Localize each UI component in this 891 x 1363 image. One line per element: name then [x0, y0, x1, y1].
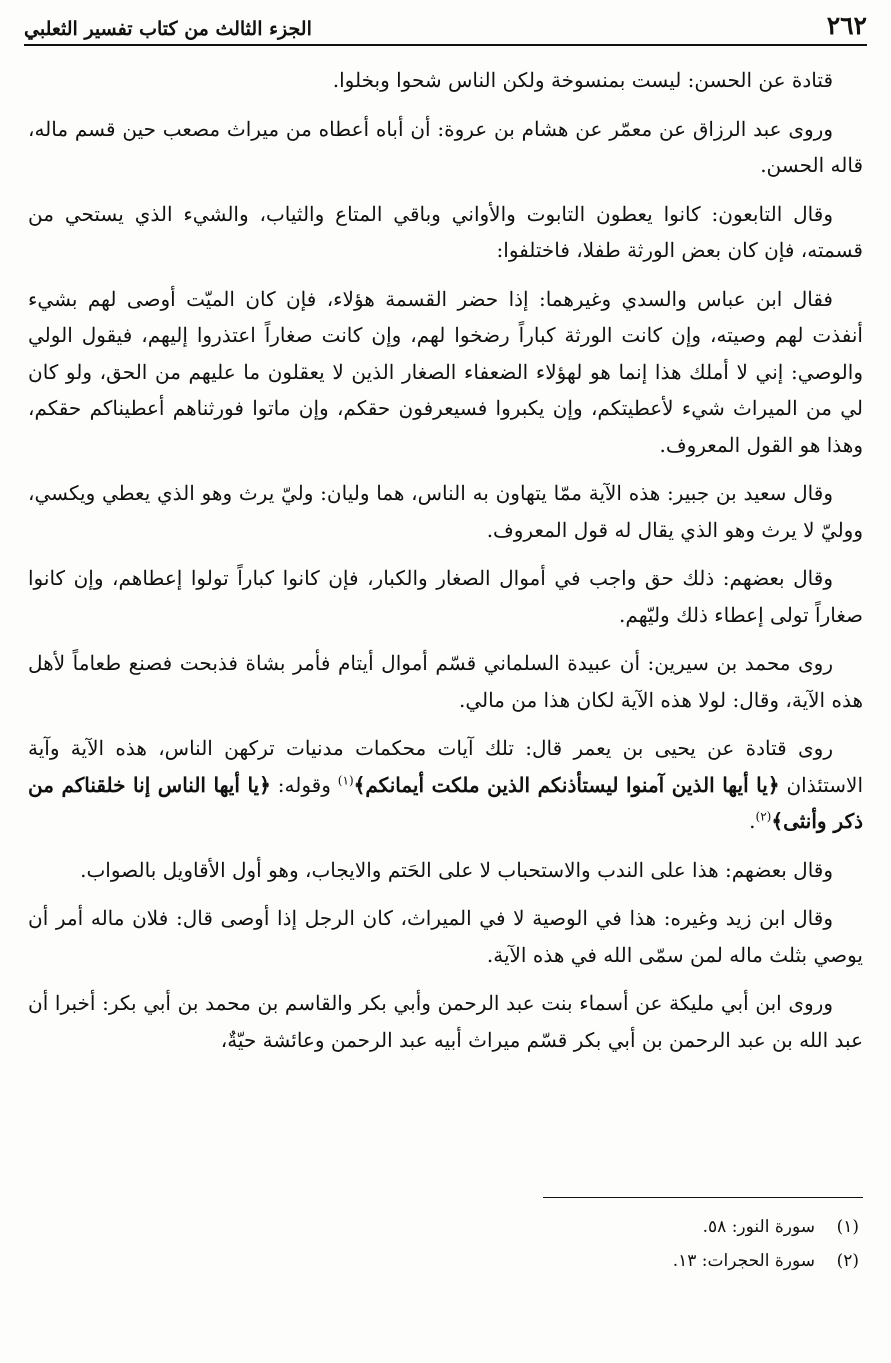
quran-verse: ﴿يا أيها الذين آمنوا ليستأذنكم الذين ملكت أيمانكم﴾ — [353, 772, 780, 797]
body-text — [28, 62, 863, 1070]
footnote — [28, 1210, 859, 1244]
page-number: ٢٦٢ — [826, 11, 867, 40]
paragraph: قتادة عن الحسن: ليست بمنسوخة ولكن الناس شحوا وبخلوا. — [332, 68, 833, 92]
footnote-ref: (٢) — [755, 809, 772, 824]
paragraph: وقال بعضهم: هذا على الندب والاستحباب لا على الحَتم والايجاب، وهو أول الأقاويل بالصواب. — [80, 857, 833, 882]
paragraph: وروى عبد الرزاق عن معمّر عن هشام بن عروة: أن أباه أعطاه من ميراث مصعب حين قسم ماله، قاله الحسن. — [28, 116, 863, 177]
period: . — [749, 809, 756, 833]
quran-verse: ﴿يا أيها الناس إنا خلقناكم من ذكر وأنثى﴾ — [28, 772, 863, 833]
footnotes — [28, 1210, 859, 1278]
paragraph: وقال التابعون: كانوا يعطون التابوت والأواني وباقي المتاع والثياب، والشيء الذي يستحي من قسمته، فإن كان بعض الورثة طفلا، فاختلفوا: — [28, 201, 863, 262]
footnote-number: (١) — [836, 1217, 859, 1237]
footnote-number: (٢) — [836, 1251, 859, 1271]
paragraph: وقال سعيد بن جبير: هذه الآية ممّا يتهاون به الناس، هما وليان: وليّ يرث وهو الذي يعطي ويكسي، ووليّ لا يرث وهو الذي يقال له قول المعروف. — [28, 481, 863, 542]
paragraph: وقال ابن زيد وغيره: هذا في الوصية لا في الميراث، كان الرجل إذا أوصى قال: فلان ماله أمر أن يوصي بثلث ماله لمن سمّى الله في هذه الآية. — [28, 906, 863, 967]
footnote-text: سورة النور: ٥٨. — [702, 1217, 815, 1237]
footnote-ref: (١) — [337, 772, 354, 787]
footnote-text: سورة الحجرات: ١٣. — [672, 1251, 815, 1271]
paragraph: فقال ابن عباس والسدي وغيرهما: إذا حضر القسمة هؤلاء، فإن كان الميّت أوصى لهم بشيء أنفذت لهم وصيته، وإن كانت الورثة كباراً رضخوا لهم، وإن كانت صغاراً اعتذروا إليهم، فيقول الولي والوصي: إني لا أملك هذا إنما هو لهؤلاء الضعفاء الصغار الذين لا يعقلون ما عليهم من الحق، ولو كان لي من الميراث شيء لأعطيتكم، وإن يكبروا فسيعرفون حقكم، وإن ماتوا فورثناهم أعطيناكم حقكم، وهذا هو القول المعروف. — [28, 286, 863, 457]
paragraph: وروى ابن أبي مليكة عن أسماء بنت عبد الرحمن وأبي بكر والقاسم بن محمد بن أبي بكر: أخبرا أن عبد الله بن عبد الرحمن بن أبي بكر قسّم ميراث أبيه عبد الرحمن وعائشة حيّةٌ، — [28, 991, 863, 1052]
quran-paragraph — [28, 730, 863, 840]
running-header — [24, 6, 867, 46]
book-title: الجزء الثالث من كتاب تفسير الثعلبي — [24, 18, 312, 40]
connector-text: وقوله: — [277, 772, 331, 797]
paragraph: وقال بعضهم: ذلك حق واجب في أموال الصغار والكبار، فإن كانوا كباراً تولوا إعطاهم، وإن كانوا صغاراً تولى إعطاء ذلك وليّهم. — [28, 566, 863, 627]
paragraph-lead: روى قتادة عن يحيى بن يعمر قال: تلك آيات محكمات مدنيات تركهن الناس، هذه الآية وآية الاستئذان — [28, 736, 864, 797]
footnote-divider — [543, 1197, 863, 1198]
footnote — [28, 1244, 859, 1278]
paragraph: روى محمد بن سيرين: أن عبيدة السلماني قسّم أموال أيتام فأمر بشاة فذبحت فصنع طعاماً لأهل هذه الآية، وقال: لولا هذه الآية لكان هذا من مالي. — [28, 651, 863, 712]
